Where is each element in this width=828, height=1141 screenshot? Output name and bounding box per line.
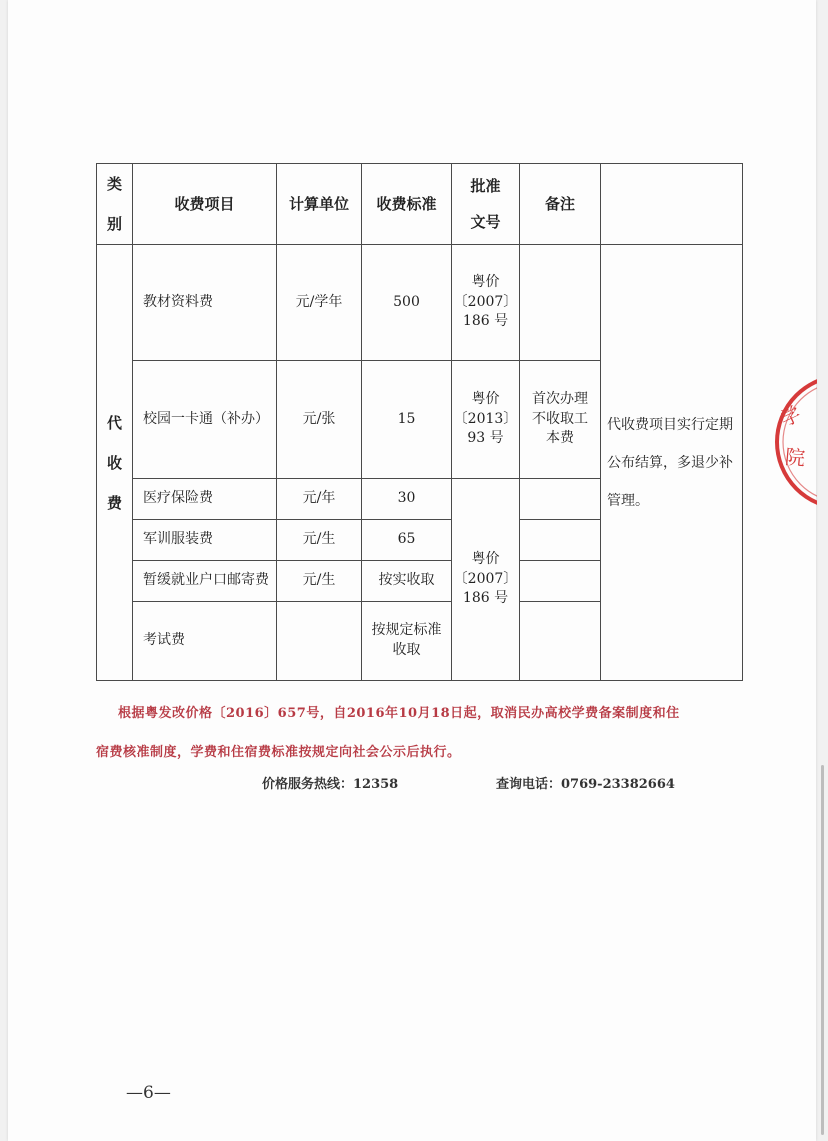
remark-cell [520,479,601,520]
svg-text:学: 学 [776,401,805,432]
header-row [97,164,743,245]
standard-cell: 15 [362,361,452,479]
approval-cell: 粤价 〔2007〕 186 号 [452,245,520,361]
remark-cell: 首次办理 不收取工 本费 [520,361,601,479]
svg-text:院: 院 [784,444,807,471]
remark-cell [520,245,601,361]
approval-cell: 粤价 〔2013〕 93 号 [452,361,520,479]
unit-cell [277,602,362,681]
unit-cell: 元/张 [277,361,362,479]
header-category: 类别 [97,164,133,245]
item-cell: 医疗保险费 [133,479,277,520]
table-row [97,245,743,361]
item-cell: 校园一卡通（补办） [133,361,277,479]
scrollbar[interactable] [821,765,824,1135]
unit-cell: 元/生 [277,520,362,561]
notice-line-1: 根据粤发改价格〔2016〕657号，自2016年10月18日起，取消民办高校学费备案制度和住 [118,706,680,721]
fee-table [96,163,743,681]
remark-cell [520,602,601,681]
standard-cell: 65 [362,520,452,561]
inquiry-phone: 查询电话：0769-23382664 [496,777,675,792]
header-item: 收费项目 [133,164,277,245]
unit-cell: 元/年 [277,479,362,520]
red-seal-stamp [771,372,817,512]
merged-note-cell: 代收费项目实行定期公布结算，多退少补管理。 [601,245,743,681]
approval-cell: 粤价 〔2007〕 186 号 [452,479,520,681]
unit-cell: 元/生 [277,561,362,602]
standard-cell: 500 [362,245,452,361]
header-extra [601,164,743,245]
price-hotline: 价格服务热线：12358 [262,777,399,792]
unit-cell: 元/学年 [277,245,362,361]
notice-line-2: 宿费核准制度，学费和住宿费标准按规定向社会公示后执行。 [96,745,461,760]
remark-cell [520,520,601,561]
category-cell: 代收费 [97,245,133,681]
standard-cell: 按实收取 [362,561,452,602]
header-standard: 收费标准 [362,164,452,245]
page-number: —6— [126,1083,171,1103]
standard-cell: 按规定标准 收取 [362,602,452,681]
header-unit: 计算单位 [277,164,362,245]
item-cell: 教材资料费 [133,245,277,361]
remark-cell [520,561,601,602]
item-cell: 考试费 [133,602,277,681]
standard-cell: 30 [362,479,452,520]
notice-text [96,694,738,772]
header-approval: 批准文号 [452,164,520,245]
item-cell: 军训服装费 [133,520,277,561]
item-cell: 暂缓就业户口邮寄费 [133,561,277,602]
header-remark: 备注 [520,164,601,245]
